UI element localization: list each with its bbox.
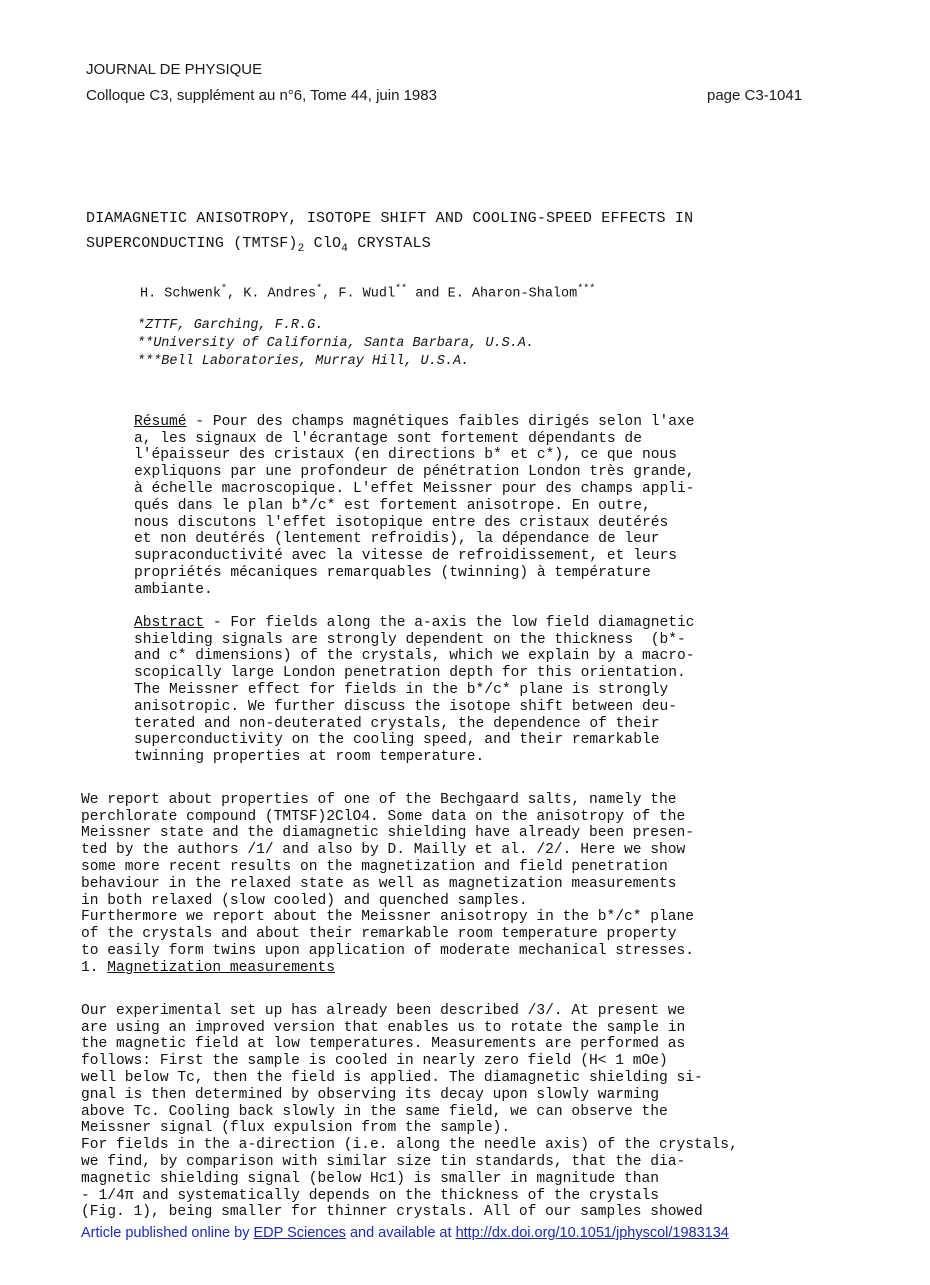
text-line: et non deutérés (lentement refroidis), la dépendance de leur bbox=[134, 531, 660, 548]
paper-title-line-2 bbox=[86, 235, 431, 255]
text-run: - Pour des champs magnétiques faibles dirigés selon l'axe bbox=[186, 413, 695, 430]
text-line: qués dans le plan b*/c* est fortement anisotrope. En outre, bbox=[134, 497, 651, 514]
text-line: For fields in the a-direction (i.e. along the needle axis) of the crystals, bbox=[81, 1137, 738, 1154]
text-line: are using an improved version that enables us to rotate the sample in bbox=[81, 1019, 686, 1036]
text-line: nous discutons l'effet isotopique entre des cristaux deutérés bbox=[134, 514, 669, 531]
author: and E. Aharon-Shalom bbox=[407, 286, 578, 302]
text-line: ted by the authors /1/ and also by D. Mailly et al. /2/. Here we show bbox=[81, 842, 686, 859]
affiliation: *ZTTF, Garching, F.R.G. bbox=[137, 318, 324, 333]
author-mark: * bbox=[221, 284, 228, 295]
title-subscript: 2 bbox=[297, 243, 305, 255]
text-line: scopically large London penetration depth for this orientation. bbox=[134, 665, 686, 682]
affiliation: **University of California, Santa Barbara, U.S.A. bbox=[137, 336, 534, 351]
text-line: gnal is then determined by observing its decay upon slowly warming bbox=[81, 1086, 660, 1103]
journal-name: JOURNAL DE PHYSIQUE bbox=[86, 61, 263, 78]
text-line: we find, by comparison with similar size tin standards, that the dia- bbox=[81, 1153, 686, 1170]
section-title: Magnetization measurements bbox=[107, 960, 335, 976]
text-line: anisotropic. We further discuss the isotope shift between deu- bbox=[134, 698, 677, 715]
title-part: SUPERCONDUCTING (TMTSF) bbox=[86, 235, 298, 252]
text-line: behaviour in the relaxed state as well as magnetization measurements bbox=[81, 875, 677, 892]
text-line: (Fig. 1), being smaller for thinner crystals. All of our samples showed bbox=[81, 1204, 703, 1221]
title-part: ClO bbox=[304, 235, 342, 252]
text-line: supraconductivité avec la vitesse de refroidissement, et leurs bbox=[134, 548, 677, 565]
text-line: above Tc. Cooling back slowly in the same field, we can observe the bbox=[81, 1103, 668, 1120]
text-line: in both relaxed (slow cooled) and quenched samples. bbox=[81, 892, 528, 909]
text-line: and c* dimensions) of the crystals, which we explain by a macro- bbox=[134, 648, 695, 665]
text-line: l'épaisseur des cristaux (en directions b* et c*), ce que nous bbox=[134, 447, 677, 464]
text-line: well below Tc, then the field is applied. The diamagnetic shielding si- bbox=[81, 1069, 703, 1086]
author-mark: * bbox=[316, 284, 323, 295]
text-line: propriétés mécaniques remarquables (twinning) à température bbox=[134, 564, 651, 581]
paper-title-line-1: DIAMAGNETIC ANISOTROPY, ISOTOPE SHIFT AND COOLING-SPEED EFFECTS IN bbox=[86, 210, 694, 227]
section-heading bbox=[81, 960, 335, 976]
abstract-label: Abstract bbox=[134, 614, 205, 631]
text-line: the magnetic field at low temperatures. Measurements are performed as bbox=[81, 1036, 686, 1053]
abstract-paragraph bbox=[134, 598, 695, 783]
text-line: Meissner signal (flux expulsion from the sample). bbox=[81, 1120, 511, 1137]
text-line: expliquons par une profondeur de pénétration London très grande, bbox=[134, 464, 695, 481]
affiliation: ***Bell Laboratories, Murray Hill, U.S.A. bbox=[137, 354, 470, 369]
text-line: some more recent results on the magnetization and field penetration bbox=[81, 858, 668, 875]
text-line: We report about properties of one of the Bechgaard salts, namely the bbox=[81, 791, 677, 808]
author-list bbox=[140, 284, 595, 302]
footer-prefix: Article published online by bbox=[81, 1225, 254, 1241]
text-line: The Meissner effect for fields in the b*/c* plane is strongly bbox=[134, 681, 669, 698]
footer-middle: and available at bbox=[345, 1225, 456, 1241]
text-line bbox=[134, 414, 695, 431]
text-line: Furthermore we report about the Meissner anisotropy in the b*/c* plane bbox=[81, 909, 695, 926]
intro-paragraph bbox=[81, 775, 694, 977]
author: H. Schwenk bbox=[140, 286, 222, 302]
resume-label: Résumé bbox=[134, 413, 187, 430]
text-line: follows: First the sample is cooled in nearly zero field (H< 1 mOe) bbox=[81, 1053, 668, 1070]
text-line: - 1/4π and systematically depends on the thickness of the crystals bbox=[81, 1187, 660, 1204]
text-line: magnetic shielding signal (below Hc1) is smaller in magnitude than bbox=[81, 1170, 660, 1187]
text-line: of the crystals and about their remarkable room temperature property bbox=[81, 926, 677, 943]
text-line: Our experimental set up has already been described /3/. At present we bbox=[81, 1002, 686, 1019]
text-line: to easily form twins upon application of moderate mechanical stresses. bbox=[81, 942, 695, 959]
text-line: à échelle macroscopique. L'effet Meissner pour des champs appli- bbox=[134, 480, 695, 497]
page-number: page C3-1041 bbox=[707, 87, 803, 104]
colloque-info: Colloque C3, supplément au n°6, Tome 44, juin 1983 bbox=[86, 87, 437, 104]
section-number: 1. bbox=[81, 960, 108, 976]
text-line: a, les signaux de l'écrantage sont fortement dépendants de bbox=[134, 430, 642, 447]
section-1-paragraph bbox=[81, 986, 738, 1238]
author: , K. Andres bbox=[227, 286, 317, 302]
text-line: twinning properties at room temperature. bbox=[134, 749, 485, 766]
text-run: - For fields along the a-axis the low field diamagnetic bbox=[204, 614, 695, 631]
text-line bbox=[134, 615, 695, 632]
author-mark: ** bbox=[395, 284, 408, 295]
text-line: shielding signals are strongly dependent on the thickness (b*- bbox=[134, 631, 686, 648]
title-subscript: 4 bbox=[341, 243, 349, 255]
text-line: terated and non-deuterated crystals, the dependence of their bbox=[134, 715, 660, 732]
text-line: ambiante. bbox=[134, 581, 213, 598]
text-line: perchlorate compound (TMTSF)2ClO4. Some data on the anisotropy of the bbox=[81, 808, 686, 825]
publication-footer bbox=[81, 1225, 729, 1241]
doi-link[interactable]: http://dx.doi.org/10.1051/jphyscol/1983134 bbox=[455, 1225, 729, 1241]
text-line: superconductivity on the cooling speed, and their remarkable bbox=[134, 732, 660, 749]
author: , F. Wudl bbox=[322, 286, 396, 302]
edp-sciences-link[interactable]: EDP Sciences bbox=[253, 1225, 346, 1241]
author-mark: *** bbox=[577, 284, 596, 295]
text-line: Meissner state and the diamagnetic shielding have already been presen- bbox=[81, 825, 695, 842]
title-part: CRYSTALS bbox=[348, 235, 431, 252]
resume-paragraph bbox=[134, 397, 695, 615]
